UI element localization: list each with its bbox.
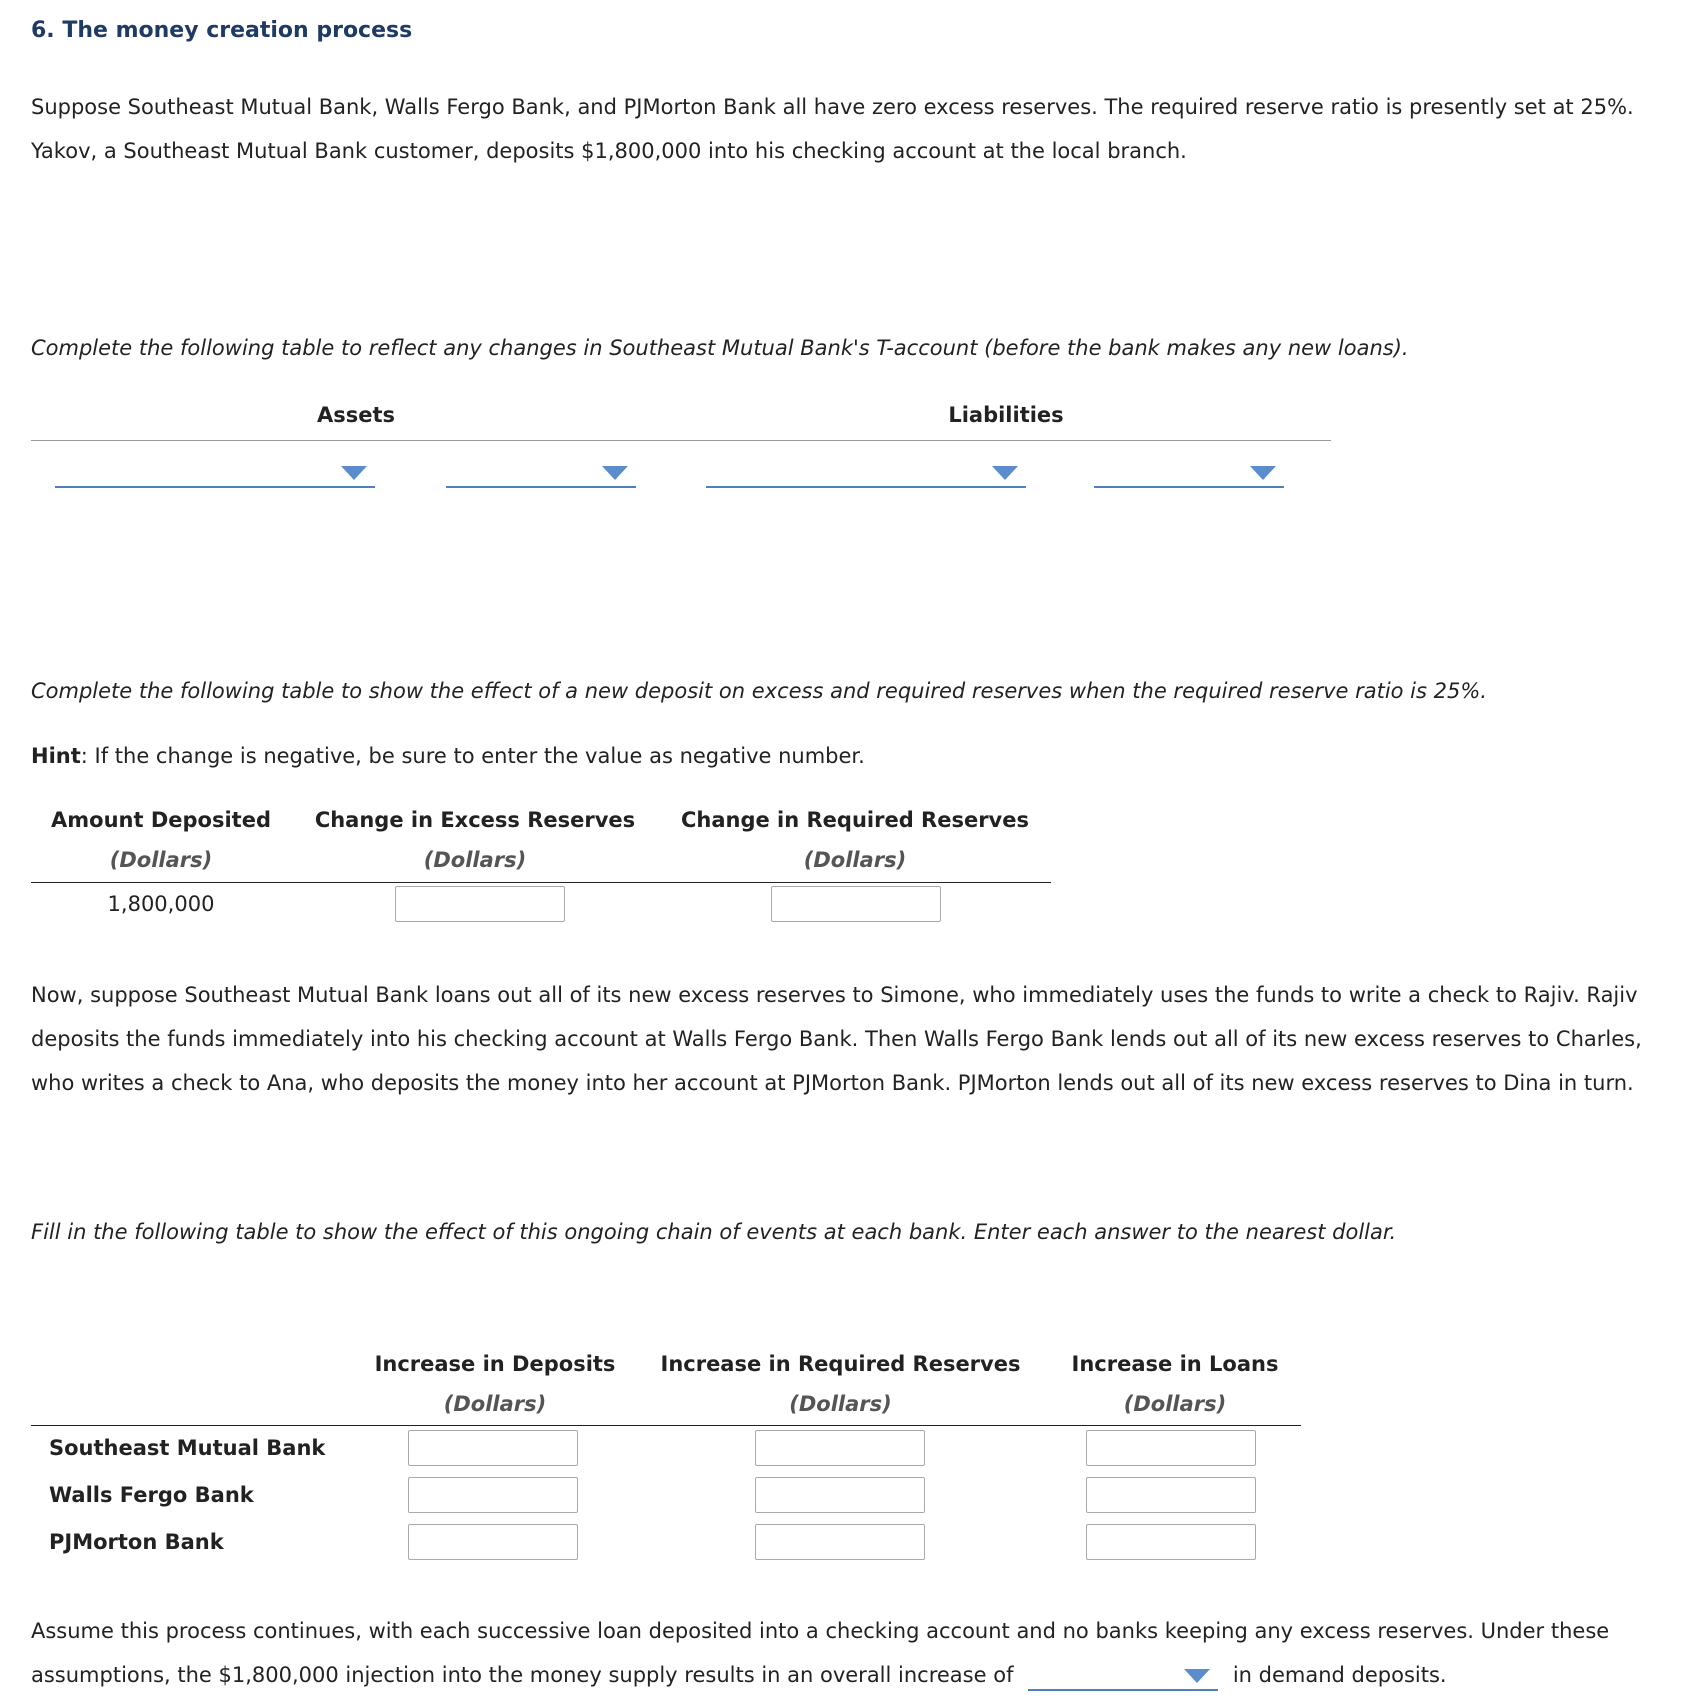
- assets-amount-dropdown[interactable]: [446, 456, 636, 488]
- chevron-down-icon: [602, 466, 628, 480]
- unit-label: (Dollars): [803, 848, 907, 872]
- unit-label: (Dollars): [443, 1392, 547, 1416]
- assets-header: Assets: [316, 403, 396, 427]
- taccount-divider: [31, 440, 1331, 441]
- col-change-required-reserves: Change in Required Reserves: [680, 808, 1029, 832]
- conclusion-text-after: in demand deposits.: [1232, 1663, 1447, 1687]
- wallsfergo-required-reserves-input[interactable]: [755, 1477, 925, 1513]
- liabilities-header: Liabilities: [948, 403, 1064, 427]
- bank-row-label: Walls Fergo Bank: [49, 1483, 254, 1507]
- col-increase-deposits: Increase in Deposits: [374, 1352, 616, 1376]
- pjmorton-deposits-input[interactable]: [408, 1524, 578, 1560]
- bank-row-label: PJMorton Bank: [49, 1530, 224, 1554]
- pjmorton-required-reserves-input[interactable]: [755, 1524, 925, 1560]
- taccount-instruction: Complete the following table to reflect any changes in Southeast Mutual Bank's T-account (before the bank makes any new loans).: [31, 336, 1409, 360]
- chevron-down-icon: [992, 466, 1018, 480]
- hint-label: Hint: [31, 744, 81, 768]
- chevron-down-icon: [1250, 466, 1276, 480]
- col-increase-required-reserves: Increase in Required Reserves: [660, 1352, 1021, 1376]
- amount-deposited-value: 1,800,000: [107, 892, 215, 916]
- chevron-down-icon: [341, 466, 367, 480]
- conclusion-text-before: Assume this process continues, with each successive loan deposited into a checking account and no banks keeping any excess reserves. Under these assumptions, the $1,800,000 injection into the money supply results in an overall increase of: [31, 1619, 1610, 1687]
- bank-row-label: Southeast Mutual Bank: [49, 1436, 326, 1460]
- pjmorton-loans-input[interactable]: [1086, 1524, 1256, 1560]
- reserves-instruction: Complete the following table to show the effect of a new deposit on excess and required reserves when the required reserve ratio is 25%.: [31, 679, 1487, 703]
- southeast-deposits-input[interactable]: [408, 1430, 578, 1466]
- hint-text: [31, 744, 865, 768]
- unit-label: (Dollars): [109, 848, 213, 872]
- wallsfergo-deposits-input[interactable]: [408, 1477, 578, 1513]
- liabilities-amount-dropdown[interactable]: [1094, 456, 1284, 488]
- southeast-required-reserves-input[interactable]: [755, 1430, 925, 1466]
- hint-body: : If the change is negative, be sure to enter the value as negative number.: [80, 744, 865, 768]
- chain-divider: [31, 1425, 1301, 1426]
- conclusion-paragraph: [31, 1609, 1671, 1697]
- unit-label: (Dollars): [1123, 1392, 1227, 1416]
- reserves-divider: [31, 882, 1051, 883]
- chevron-down-icon: [1184, 1669, 1210, 1683]
- col-change-excess-reserves: Change in Excess Reserves: [314, 808, 636, 832]
- demand-deposits-dropdown[interactable]: [1028, 1661, 1218, 1691]
- col-increase-loans: Increase in Loans: [1071, 1352, 1279, 1376]
- change-excess-reserves-input[interactable]: [395, 886, 565, 922]
- page-title: 6. The money creation process: [31, 18, 413, 43]
- wallsfergo-loans-input[interactable]: [1086, 1477, 1256, 1513]
- chain-instruction: Fill in the following table to show the effect of this ongoing chain of events at each bank. Enter each answer to the nearest dollar.: [31, 1220, 1397, 1244]
- chain-paragraph: Now, suppose Southeast Mutual Bank loans out all of its new excess reserves to Simone, who immediately uses the funds to write a check to Rajiv. Rajiv deposits the funds immediately into his checking account at Walls Fergo Bank. Then Walls Fergo Bank lends out all of its new excess reserves to Charles, who writes a check to Ana, who deposits the money into her account at PJMorton Bank. PJMorton lends out all of its new excess reserves to Dina in turn.: [31, 983, 1642, 1095]
- assets-item-dropdown[interactable]: [55, 456, 375, 488]
- southeast-loans-input[interactable]: [1086, 1430, 1256, 1466]
- change-required-reserves-input[interactable]: [771, 886, 941, 922]
- intro-paragraph: Suppose Southeast Mutual Bank, Walls Fergo Bank, and PJMorton Bank all have zero excess reserves. The required reserve ratio is presently set at 25%. Yakov, a Southeast Mutual Bank customer, deposits $1,800,000 into his checking account at the local branch.: [31, 95, 1634, 163]
- col-amount-deposited: Amount Deposited: [51, 808, 271, 832]
- liabilities-item-dropdown[interactable]: [706, 456, 1026, 488]
- unit-label: (Dollars): [789, 1392, 892, 1416]
- unit-label: (Dollars): [423, 848, 527, 872]
